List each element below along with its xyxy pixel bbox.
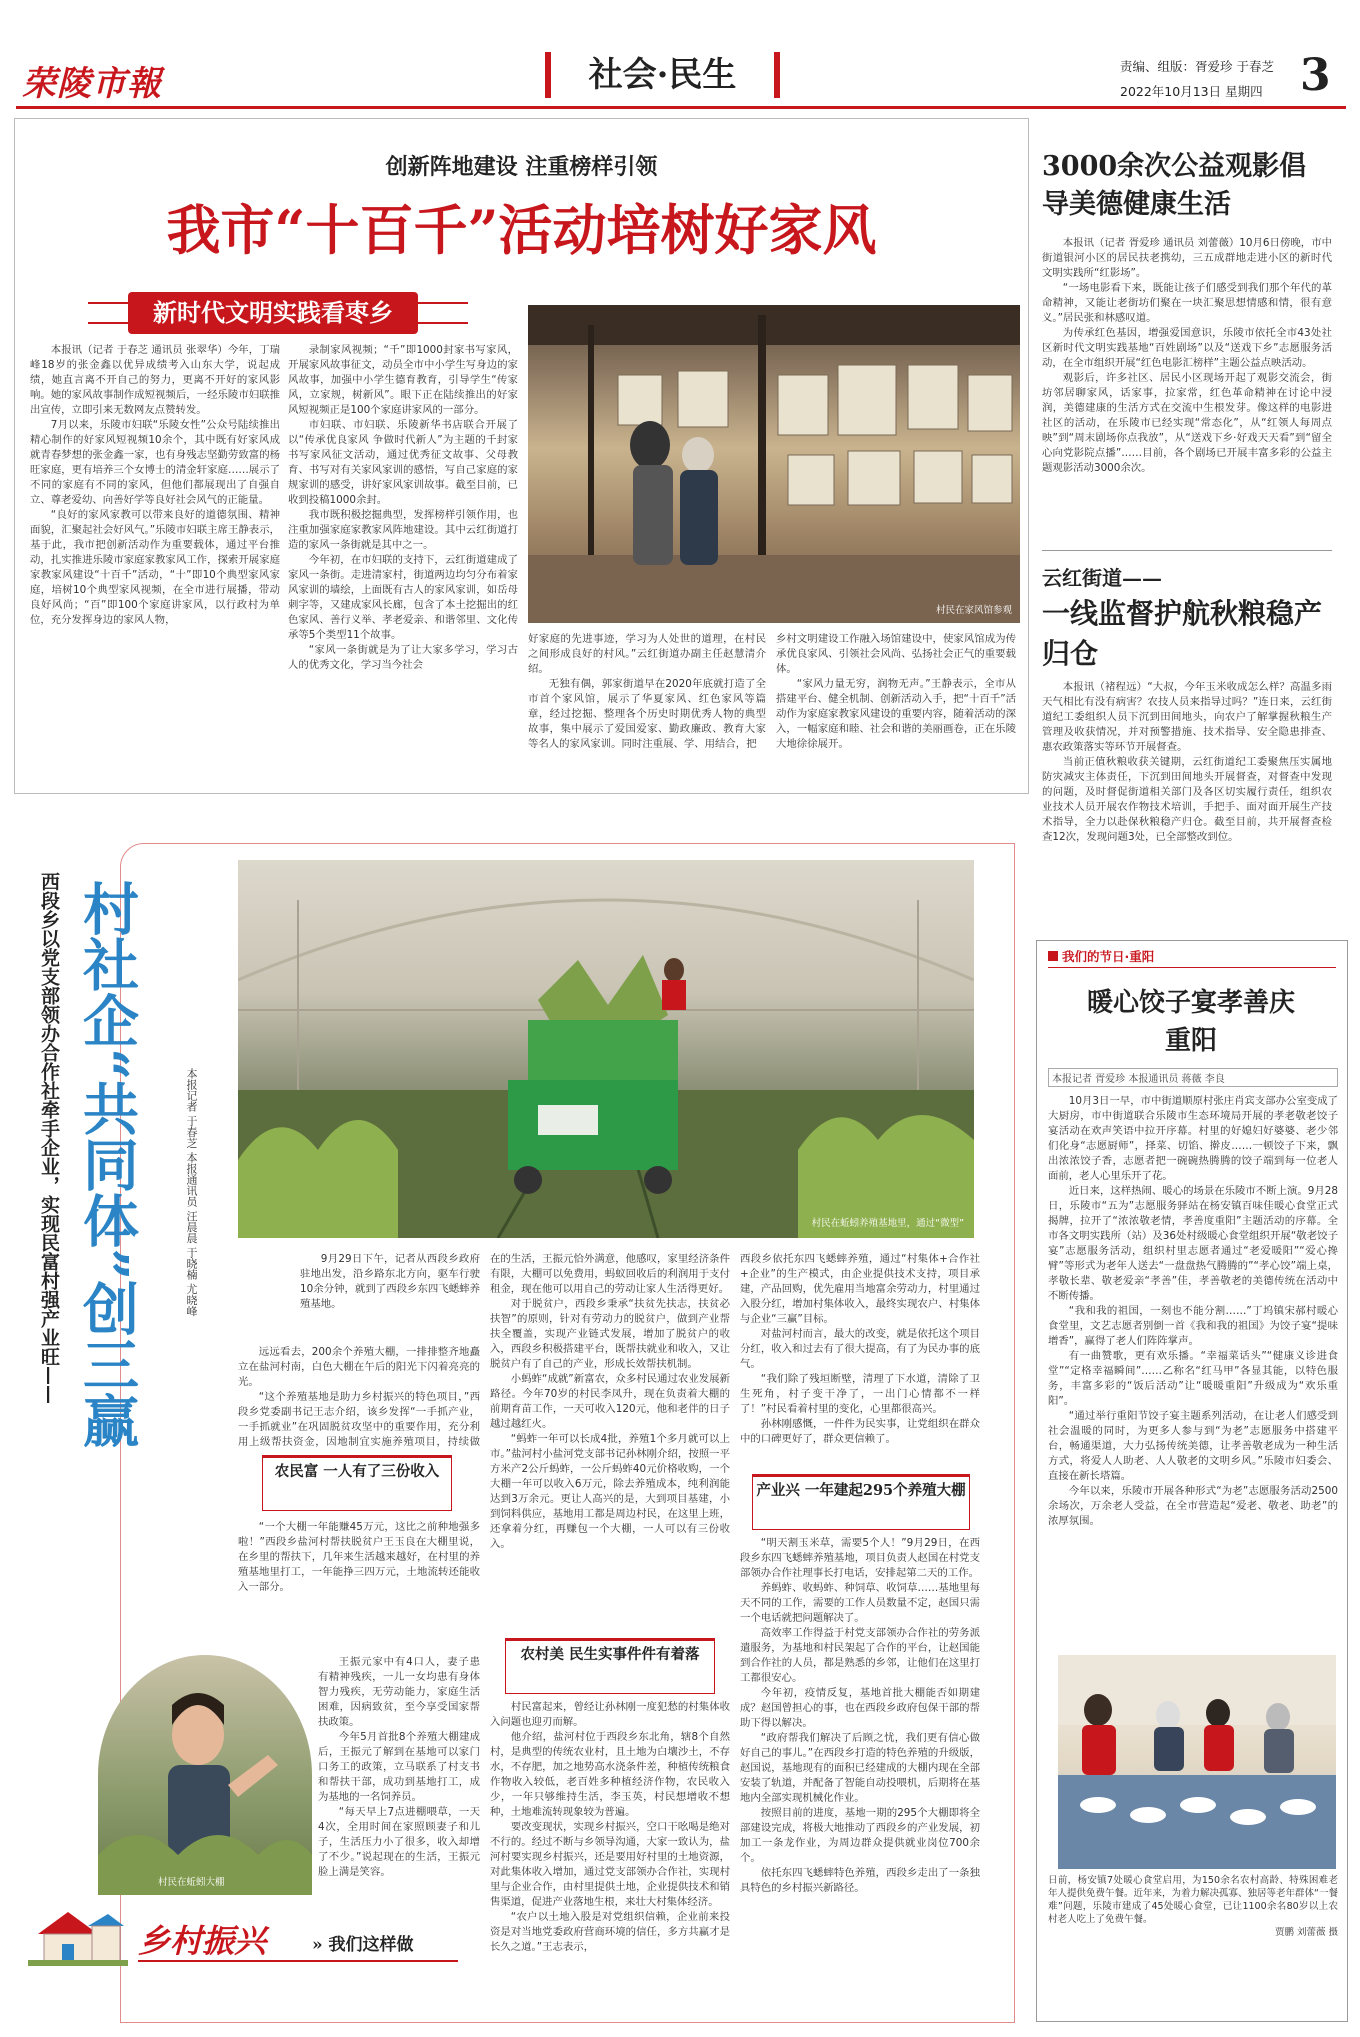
portrait-illustration — [98, 1655, 312, 1895]
masthead — [0, 0, 1360, 118]
portrait-photo — [98, 1655, 312, 1895]
page-number: 3 — [1300, 50, 1331, 101]
village-col-2: 在的生活，王振元恰外满意，他感叹，家里经济条件有限，大棚可以免费用，蚂蚁回收后的利润用于支付租金，现在他可以用自己的劳动让家人生活得更好。 对于脱贫户，西段乡秉承“扶贫先扶志，扶贫必扶智”的原则，针对有劳动力的脱贫户，做到产业帮扶全覆盖，实现产业链式发展，增加了脱贫户的收入，西段乡积极搭建平台，既帮扶就业和收入，又让脱贫户有了自己的产业，形成长效帮扶机制。 小蚂蚱“成就”新富农，众多村民通过农业发展新路径。今年70岁的村民李凤升，现在负责着大棚的前期育苗工作，一天可收入120元，他和老伴的日子越过越红火。 “蚂蚱一年可以长成4批，养殖1个多月就可以上市。”盐河村小盐河党支部书记孙林刚介绍，按照一平方米产2公斤蚂蚱，一公斤蚂蚱40元价格收购，一个大棚一年可以收入6万元，除去养殖成本，纯利润能达到3万余元。更让人高兴的是，大到项目基建，小到饲料供应，基地用工都是周边村民，在这里上班，还拿着分红，再赚包一个大棚，一人可以有三份收入。 — [490, 1253, 730, 1550]
lead-col-4: 乡村文明建设工作融入场馆建设中，使家风馆成为传承优良家风、引领社会风尚、弘扬社会正气的重要载体。 “家风力量无穷，润物无声。”王静表示，全市从搭建平台、健全机制、创新活动入手，把“十百千”活动作为家庭家教家风建设的重要内容，随着活动的深入，一幅家庭和睦、社会和谐的美丽画卷，正在乐陵大地徐徐展开。 — [776, 633, 1016, 750]
newspaper-logo: 荣陵市報 — [22, 64, 162, 104]
greenhouse-photo — [238, 860, 974, 1238]
festival-headline: 暖心饺子宴孝善庆重阳 — [1086, 988, 1295, 1056]
village-intro: 9月29日下午，记者从西段乡政府驻地出发，沿乡路东北方向，驱车行驶10余分钟，就到了西段乡东四飞蟋蟀养殖基地。 — [300, 1253, 480, 1310]
grain-article-kicker: 云红街道—— — [1042, 566, 1162, 590]
family-hall-photo-caption: 村民在家风馆参观 — [935, 605, 1012, 616]
masthead-date: 2022年10月13日 星期四 — [1120, 84, 1263, 99]
right-divider-1 — [1042, 550, 1332, 551]
canteen-photo-caption: 日前，杨安镇7处暖心食堂启用，为150余名农村高龄、特殊困难老年人提供免费午餐。近年来，为着力解决孤寡、独居等老年群体“一餐难”问题，乐陵市建成了45处暖心食堂，已让1100余名80岁以上农村老人吃上了免费午餐。 贾鹏 刘蕾薇 摄 — [1048, 1875, 1338, 1938]
family-hall-illustration — [528, 305, 1020, 623]
grain-article-headline: 一线监督护航秋粮稳产归仓 — [1042, 597, 1323, 670]
village-subhead-1: 农民富 一人有了三份收入 — [262, 1455, 452, 1511]
portrait-photo-caption: 村民在蚯蚓大棚 — [158, 1877, 225, 1888]
village-subhead-2: 农村美 民生实事件件有着落 — [505, 1638, 715, 1694]
festival-column-label: 我们的节日·重阳 — [1048, 946, 1336, 968]
masthead-meta: 责编、组版：胥爱珍 于春芝 — [1120, 59, 1274, 74]
masthead-rule — [16, 106, 1346, 109]
section-title: 社会·民生 — [588, 55, 737, 95]
festival-body: 10月3日一早，市中街道顺原村张庄肖宾支部办公室变成了大厨房，市中街道联合乐陵市生态环境局开展的孝老敬老饺子宴活动在欢声笑语中拉开序幕。村里的好媳妇好婆婆、老少邻们化身“志愿厨师”，择菜、切馅、擀皮……一顿饺子下来，飘出浓浓饺子香，志愿者把一碗碗热腾腾的饺子端到每一位老人面前，老人心里乐开了花。 近日来，这样热闹、暖心的场景在乐陵市不断上演。9月28日，乐陵市“五为”志愿服务驿站在杨安镇百味佳暖心食堂正式揭牌，拉开了“浓浓敬老情，孝善度重阳”主题活动的序幕。全市各文明实践所（站）及36处村级暖心食堂组织开展“敬老饺子宴”志愿服务活动，组织村里志愿者通过“老爱暖阳”“爱心搀臂”等形式为老年人送去“一盘盘热气腾腾的”“孝心饺”端上桌，孝敬长辈、敬老爱亲“孝善”佳，孝善敬老的美德传统在活动中不断传播。 “我和我的祖国，一刻也不能分割……”丁坞镇宋郝村暖心食堂里，文艺志愿者别倒一首《我和我的祖国》为饺子宴“提味增香”，赢得了老人们阵阵掌声。 有一曲赞歌，更有欢乐播。“幸福菜话头”“健康义诊进食堂”“定格幸福瞬间”……乙称名“红马甲”各显其能，以特色服务，丰富多彩的“饭后活动”让“暖暖重阳”升级成为“欢乐重阳”。 “通过举行重阳节饺子宴主题系列活动，在让老人们感受到社会温暖的同时，为更多人参与到“为老”志愿服务中搭建平台，畅通渠道，大力弘扬传统美德，让孝善敬老成为一种生活方式，将爱人人助老、人人敬老的文明乡风。”乐陵市妇委会、直接在新长塔篇。 今年以来，乐陵市开展各种形式“为老”志愿服务活动2500余场次，万余老人受益，在全市营造起“爱老、敬老、助老”的浓厚氛围。 — [1048, 1095, 1338, 1527]
grain-article-body: 本报讯（褚程远）“大叔，今年玉米收成怎么样？高温多雨天气相比有没有病害？农技人员来指导过吗？”连日来，云红街道纪工委组织人员下沉到田间地头，向农户了解掌握秋粮生产管理及收获情况，并对预警措施、技术指导、安全隐患排查、惠农政策落实等环节开展督查。 当前正值秋粮收获关键期，云红街道纪工委聚焦压实属地防灾减灾主体责任，下沉到田间地头开展督查，对督查中发现的问题，及时督促街道相关部门及各区切实履行责任，组织农业技术人员开展农作物技术培训，手把手、面对面开展生产技术指导，全力以赴保秋粮稳产归仓。截至目前，共开展督查检查12次，发现问题3处，已全部整改到位。 — [1042, 681, 1332, 843]
lead-col-1: 本报讯（记者 于春芝 通讯员 张翠华）今年，丁瑞峰18岁的张金鑫以优异成绩考入山东大学，说起成绩，她直言离不开自己的努力，更离不开好的家风影响。她的家风故事制作成短视频后，一经乐陵市妇联推出宣传，立即引来无数网友点赞转发。 7月以来，乐陵市妇联“乐陵女性”公众号陆续推出精心制作的好家风短视频10余个，其中既有好家风成就青春梦想的张金鑫一家，也有身残志坚勤劳致富的杨旺家庭，更有培养三个女博士的清金轩家庭……展示了不同的家庭有不同的家风，但他们都展现出了自强自立、尊老爱幼、向善好学等良好社会风气的正能量。 “良好的家风家教可以带来良好的道德氛围、精神面貌，汇聚起社会好风气。”乐陵市妇联主席王静表示，基于此，我市把创新活动作为重要载体，通过平台推动，扎实推进乐陵市家庭家教家风工作，探索开展家庭家教家风建设“十百千”活动，“十”即10个典型家风家庭，培树10个典型家风视频，在全市进行展播，带动良好风尚；“百”即100个家庭讲家风，以行政村为单位，充分发挥身边的家风人物， — [30, 344, 280, 626]
canteen-illustration — [1058, 1655, 1336, 1869]
lead-kicker: 创新阵地建设 注重榜样引领 — [385, 154, 658, 180]
lead-col-2: 录制家风视频；“千”即1000封家书写家风，开展家风故事征文，动员全市中小学生写身边的家风故事，加强中小学生德育教育，引导学生“传家风，立家规，树新风”。眼下正在陆续推出的好家风短视频正是100个家庭讲家风的一部分。 市妇联、市妇联、乐陵新华书店联合开展了以“传承优良家风 争做时代新人”为主题的千封家书写家风征文活动，通过优秀征文故事、父母教育、书写对有关家风家训的感悟，写自己家庭的家规家训的感受，讲好家风家训故事。截至目前，已收到投稿1000余封。 我市既积极挖掘典型，发挥榜样引领作用，也注重加强家庭家教家风阵地建设。其中云红街道打造的家风一条街就是其中之一。 今年初，在市妇联的支持下，云红街道建成了家风一条街。走进清家村，街道两边均匀分布着家风家训的墙绘，上面既有古人的家风家训，如岳母刺字等，又建成家风长廊，包含了本土挖掘出的红色家风、善行义举、孝老爱亲、和谐邻里、文化传承等5个类型11个故事。 “家风一条街就是为了让大家多学习，学习古人的优秀文化，学习当今社会 — [288, 344, 518, 671]
movie-article-headline: 3000余次公益观影倡导美德健康生活 — [1042, 151, 1307, 220]
greenhouse-illustration — [238, 860, 974, 1238]
lead-headline: 我市“十百千”活动培树好家风 — [166, 198, 877, 262]
lead-column-banner — [88, 292, 468, 334]
village-byline: 本报记者 于春芝 本报通讯员 汪晨晨 于晓楠 尤晓峰 — [185, 1068, 198, 1317]
village-side-kicker: 西段乡以党支部领办合作社牵手企业，实现民富村强产业旺—— — [38, 872, 60, 1404]
rural-banner-subtitle: » 我们这样做 — [312, 1935, 414, 1955]
greenhouse-photo-caption: 村民在蚯蚓养殖基地里，通过“微型” — [811, 1218, 964, 1229]
movie-article-body: 本报讯（记者 胥爱珍 通讯员 刘蕾薇）10月6日傍晚，市中街道银河小区的居民扶老携幼，三五成群地走进小区的新时代文明实践所“红影场”。 “一场电影看下来，既能让孩子们感受到我们那个年代的革命精神，又能让老街坊们聚在一块汇聚思想情感和情，很有意义。”居民张和林感叹道。 为传承红色基因，增强爱国意识，乐陵市依托全市43处社区新时代文明实践基地“百姓剧场”以及“送戏下乡”志愿服务活动，在全市组织开展“红色电影汇榜样”主题公益点映活动。 观影后，许多社区、居民小区现场开起了观影交流会，街坊邻居聊家风，话家事，拉家常，红色革命精神在讨论中浸润，美德建康的生活方式在交流中生根发芽。像这样的电影进社区的活动，在乐陵市已经实现“常态化”，从“红领人每周点映”到“周末剧场你点我放”，从“送戏下乡·好戏天天看”到“留全心向党影院点播”……目前，各个剧场已开展丰富多彩的公益主题观影活动3000余次。 — [1042, 237, 1332, 474]
lead-col-3: 好家庭的先进事迹，学习为人处世的道理，在村民之间形成良好的村风。”云红街道办副主任赵慧清介绍。 无独有偶，郭家街道早在2020年底就打造了全市首个家风馆，展示了华夏家风、红色家风等篇章，经过挖掘、整理各个历史时期优秀人物的典型故事，集中展示了爱国爱家、勤政廉政、教育大家等名人的家风家训。同时注重展、学、用结合，把 — [528, 633, 766, 750]
rural-banner-title: 乡村振兴 — [138, 1922, 267, 1960]
village-col-1c: 王振元家中有4口人，妻子患有精神残疾，一儿一女均患有身体智力残疾，无劳动能力，家庭生活困难，因病致贫，至今享受国家帮扶政策。 今年5月首批8个养殖大棚建成后，王振元了解到在基地可以家门口务工的政策，立马联系了村支书和帮扶干部，成功到基地打工，成为基地的一名饲养员。 “每天早上7点进棚喂草，一天4次，全用时间在家照顾妻子和儿子，生活压力小了很多，收入却增了不少。”说起现在的生活，王振元脸上满是笑容。 — [318, 1656, 480, 1878]
family-hall-photo — [528, 305, 1020, 623]
village-col-1: 远远看去，200余个养殖大棚，一排排整齐地矗立在盐河村南，白色大棚在午后的阳光下闪着亮亮的光。 “这个养殖基地是助力乡村振兴的特色项目，”西段乡党委副书记王志介绍，该乡发挥“一手抓产业，一手抓就业”在巩固脱贫攻坚中的重要作用，充分利用上级帮扶资金，因地制宜实施养殖项目，持续做 — [238, 1346, 480, 1448]
rural-banner — [28, 1900, 468, 1970]
village-subhead-3: 产业兴 一年建起295个养殖大棚 — [752, 1474, 970, 1530]
village-col-3b: “明天割玉米草，需要5个人！”9月29日，在西段乡东四飞蟋蟀养殖基地，项目负责人赵国在村党支部领办合作社理事长打电话，安排起第二天的工作。 养蚂蚱、收蚂蚱、种饲草、收饲草……基地里每天不同的工作，需要的工作人员数量不定，赵国只需一个电话就把问题解决了。 高效率工作得益于村党支部领办合作社的劳务派遣服务，为基地和村民架起了合作的平台，让赵国能到合作社的人员，都是熟悉的乡邻，让他们在这里打工都很安心。 今年初，疫情反复，基地首批大棚能否如期建成？赵国曾担心的事，也在西段乡政府包保干部的帮助下得以解决。 “政府帮我们解决了后顾之忧，我们更有信心做好自己的事儿。”在西段乡打造的特色养殖的升级版，赵国说，基地现有的面积已经建成的大棚内现在全部安装了轨道，并配备了智能自动投喂机，后期将在基地内全部实现机械化作业。 按照目前的进度，基地一期的295个大棚即将全部建设完成，将极大地推动了西段乡的产业发展，初加工一条龙作业，为周边群众提供就业岗位700余个。 依托东四飞蟋蟀特色养殖，西段乡走出了一条独具特色的乡村振兴新路径。 — [740, 1537, 980, 1894]
house-icon — [28, 1904, 128, 1966]
village-headline: 村社企“共同体”创三赢 — [74, 880, 140, 1449]
village-col-2b: 村民富起来，曾经让孙林刚一度犯愁的村集体收入问题也迎刃而解。 他介绍，盐河村位于西段乡东北角，辖8个自然村，是典型的传统农业村，且土地为白壤沙土，不存水，不存肥，加之地势高水浇条件差，种植传统粮食作物收入较低，老百姓多种植经济作物，农民收入少，一年只够维持生活，李玉英，村民想增收不想种，土地难流转现象较为普遍。 要改变现状，实现乡村振兴，空口干吆喝是绝对不行的。经过不断与乡领导沟通，大家一致认为，盐河村要实现乡村振兴，还是要用好村里的土地资源，对此集体收入增加，通过党支部领办合作社，实现村里与企业合作，由村里提供土地，企业提供技术和销售渠道，促进产业落地生根，来壮大村集体经济。 “农户以土地入股是对党组织信赖，企业前来投资是对当地党委政府营商环境的信任，多方共赢才是长久之道。”王志表示， — [490, 1701, 730, 1953]
column-label: 新时代文明实践看枣乡 — [128, 292, 418, 334]
rural-banner-rule — [138, 1960, 458, 1962]
village-col-3: 西段乡依托东四飞蟋蟀养殖，通过“村集体+合作社+企业”的生产模式，由企业提供技术支持，项目承建，产品回购，优先雇用当地富余劳动力，村里通过入股分红，增加村集体收入，最终实现农户、村集体与企业“三赢”目标。 对盐河村而言，最大的改变，就是依托这个项目分红，收入和过去有了很大提高，有了为民办事的底气。 “我们除了残垣断壁，清理了下水道，清除了卫生死角，村子变干净了，一出门心情都不一样了！”村民看着村里的变化，心里都很高兴。 孙林刚感慨，一件件为民实事，让党组织在群众中的口碑更好了，群众更信赖了。 — [740, 1253, 980, 1445]
village-col-1b: “一个大棚一年能赚45万元，这比之前种地强多啦！”西段乡盐河村帮扶脱贫户王玉良在大棚里说，在乡里的帮扶下，几年来生活越来越好，在村里的养殖基地里打工，一年能挣三四万元，土地流转还能收入一部分。 — [238, 1521, 480, 1593]
canteen-photo — [1058, 1655, 1336, 1869]
festival-byline: 本报记者 胥爱珍 本报通讯员 蒋薇 李良 — [1048, 1068, 1338, 1087]
